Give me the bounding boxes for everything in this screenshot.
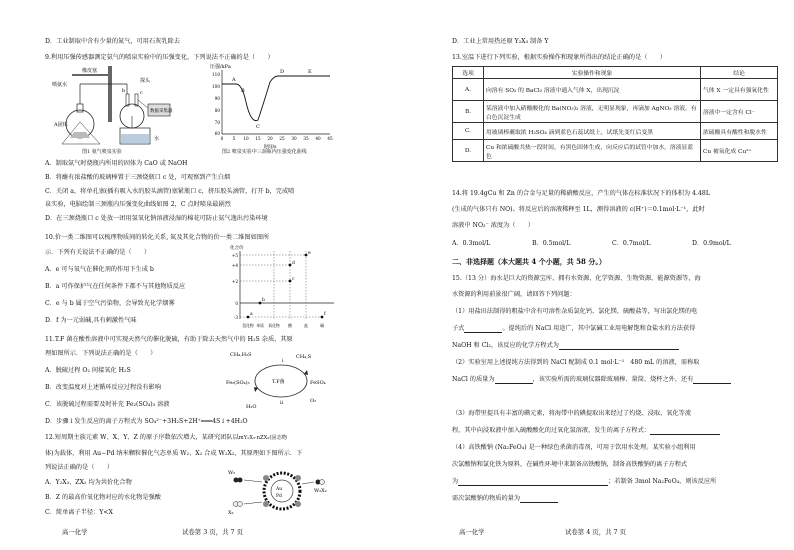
fig2-point-a: A: [232, 77, 236, 83]
q10-point-f: f: [324, 312, 326, 317]
fig1-label-probe: 探头: [140, 78, 151, 84]
q15-part3: （3）海带里提具有丰富的碘元素，将海带中的碘提取出来经过了灼烧、浸取、氧化等流: [452, 410, 692, 417]
q11-label-feso4: FeSO₄: [310, 380, 326, 386]
left-footer-subject: 高一化学: [62, 528, 88, 536]
table-cell: D.: [453, 140, 484, 162]
answer-blank[interactable]: [650, 428, 720, 435]
q15-part1-c: 。提纯后的 NaCl 用途广，其中氯碱工业用电解饱和食盐水的方法获得: [502, 325, 696, 332]
q10-ytick: +2: [231, 279, 238, 284]
q10-option-a: A．e 可与氧气在催化剂的作用下生成 b: [45, 266, 154, 273]
fig2-ytick: 80: [214, 108, 220, 113]
q10-xcat: 单质: [256, 323, 264, 328]
table-header: 实验操作和现象: [484, 67, 701, 79]
table-cell: 气体 X 一定具有强氧化性: [701, 79, 778, 101]
table-row: [453, 79, 778, 101]
q12-stem-cont: 体)为载体，利用 Au−Pd 纳米颗粒催化气态单质 W₂、X₂ 合成 W₂X₂，其原理如下图所示．下: [45, 450, 303, 457]
q9-option-d: D．在三颈烧瓶口 c 处放一团用氢氧化钠溶液浸湿的棉花可防止氨气逸出污染环境: [45, 215, 268, 222]
q15-part1-d: NaOH 和 Cl₂，该反应的化学方程式为: [452, 342, 559, 349]
q14-stem-cont2: 溶液中 NO₃⁻ 浓度为（ ）: [452, 222, 535, 229]
q12-catalyst-figure: [226, 462, 338, 520]
q11-label-products: CH₄,S: [296, 354, 312, 360]
q11-label-tf: T.F菌: [272, 379, 285, 385]
fig2-point-d: D: [280, 69, 285, 75]
q15-part2-b: NaCl 的质量为: [452, 376, 495, 383]
answer-blank[interactable]: [464, 326, 502, 333]
q14-stem-cont: (生成的气体只有 NO)。将反应后的溶液稀释至 1L，测得溶液的 c(H⁺)＝0.1mol·L⁻¹，此时: [452, 206, 705, 213]
q12-label-au: Au: [276, 487, 283, 492]
fig1-label-solid: A固体: [54, 122, 68, 128]
q10-ytick: +4: [231, 263, 238, 268]
q11-label-ii: ii: [280, 400, 284, 406]
q10-option-c: C．e 与 b 属于空气污染物，会导致光化学烟雾: [45, 300, 175, 307]
q15-part2-c: ，该实验所需的玻璃仪器除玻璃棒、量筒、烧杯之外，还有: [532, 376, 694, 383]
q12-label-pd: Pd: [276, 494, 282, 499]
answer-blank[interactable]: [520, 496, 558, 503]
table-cell: 某溶液中加入硝酸酸化的 Ba(NO₃)₂ 溶液，无明显现象，再滴加 AgNO₃ 溶液，有白色沉淀生成: [484, 101, 701, 123]
q15-part2: （2）实验室用上述提纯方法得到的 NaCl 配制成 0.1 mol·L⁻¹ 480 mL 的溶液，需称取: [452, 359, 700, 366]
q10-point-c: c: [292, 277, 295, 282]
fig2-xtick: 10: [243, 136, 249, 141]
fig2-xtick: 30: [291, 136, 297, 141]
q12-formula: mY₂X₃·nZX₂(固态物: [238, 435, 287, 441]
fig2-xlabel: 时间/s: [263, 145, 277, 150]
q13-table: [452, 66, 778, 162]
q15-intro-cont: 水资源的利用前景很广阔，请回答下列问题：: [452, 291, 576, 298]
q12-stem: 12.短周期主族元素 W、X、Y、Z 的原子序数依次增大，某研究团队以: [45, 434, 239, 441]
q10-xcat: 氧化物: [268, 323, 280, 328]
q9-apparatus-figure: [52, 64, 200, 150]
table-cell: Cu 被氧化成 Cu²⁺: [701, 140, 778, 162]
fig1-label-collector: 数据采集器: [150, 109, 173, 114]
fig2-point-b: B: [241, 88, 245, 94]
table-cell: B.: [453, 101, 484, 123]
right-footer-subject: 高一化学: [459, 528, 485, 536]
q10-xcat: 碱: [320, 323, 324, 328]
q11-stem-cont: 理如图所示．下列说法正确的是（ ）: [45, 350, 157, 357]
q10-option-d: D．f 为一元弱碱,具有刺激性气味: [45, 317, 137, 324]
q12-label-w2x2: W₂X₂: [314, 488, 327, 494]
table-header: 结论: [701, 67, 778, 79]
q15-intro: 15.（13 分）海水是巨大的资源宝库，拥有水资源、化学资源、生物资源、能源资源等，海: [452, 275, 701, 282]
fig2-xtick: 40: [315, 136, 321, 141]
answer-blank[interactable]: [559, 343, 679, 350]
q12-option-c: C．简单离子半径：Y<X: [45, 509, 113, 516]
table-cell: Cu 和浓硫酸共热一段时间，有黑色固体生成，向反应后的试管中加水，溶液显蓝色: [484, 140, 701, 162]
q14-stem: 14.将 19.4gCu 和 Zn 的合金与足量的稀硝酸反应，产生的气体在标准状况下的体积为 4.48L: [452, 190, 710, 197]
q10-point-e: e: [308, 251, 311, 256]
fig2-point-c: C: [256, 124, 260, 130]
q14-option-b: B．0.5mol/L: [532, 240, 571, 247]
section-2-title: 二、非选择题（本大题共 4 个小题，共 58 分。）: [452, 257, 606, 266]
right-footer-page: 试卷第 4 页，共 7 页: [565, 528, 626, 536]
fig2-title: 压强/kPa: [210, 64, 231, 70]
fig1-label-stopper: 橡皮塞: [82, 68, 98, 74]
q12-option-a: A．Y₂X₃、ZX₂ 均为共价化合物: [45, 479, 132, 486]
q8-option-d: D．工业制取中含有少量的氮气，可用石灰乳除去: [45, 38, 180, 45]
q11-label-fe2so43: Fe₂(SO₄)₃: [226, 380, 250, 386]
table-cell: 向溶有 SO₂ 的 BaCl₂ 溶液中通入气体 X，出现沉淀: [484, 79, 701, 101]
q10-xcat: 酸: [288, 323, 292, 328]
fig2-xtick: 15: [255, 136, 261, 141]
fig2-xtick: 0: [220, 136, 224, 141]
q11-label-reactants: CH₄,H₂S: [230, 352, 252, 358]
q10-valence-chart: [226, 243, 336, 333]
q12-label-x2: X₂: [228, 510, 234, 516]
q9-option-c-cont: 泉实验，电脑绘制三颈瓶内压强变化曲线如图 2，C 点时喷泉最剧烈: [45, 201, 231, 208]
fig1-label-b: b: [122, 88, 126, 94]
q10-point-a: a: [250, 312, 253, 317]
fig2-xtick: 25: [279, 136, 285, 141]
table-cell: 浓硫酸具有酸性和脱水性: [701, 123, 778, 140]
q15-part4-e: 需次氯酸钠的物质的量为: [452, 495, 521, 502]
q10-stem-cont: 示．下列有关说法不正确的是（ ）: [45, 249, 151, 256]
q11-option-d: D．步骤 i 发生反应的离子方程式为 SO₄²⁻+3H₂S+2H⁺═══4S↓+4H₂O: [45, 418, 248, 425]
q15-part1-b: 子式: [452, 325, 465, 332]
q14-option-d: D．0.9mol/L: [692, 240, 731, 247]
table-cell: A.: [453, 79, 484, 101]
q12-option-b: B．Z 的最高价氧化物对应的水化物是强酸: [45, 494, 161, 501]
q14-option-a: A．0.3mol/L: [452, 240, 491, 247]
q10-ytick: -3: [233, 315, 238, 320]
table-cell: C.: [453, 123, 484, 140]
fig1-label-ammonia: 喷氨水: [52, 82, 68, 88]
fig2-ytick: 110: [212, 72, 220, 77]
q11-stem: 11.T.F 菌在酸性溶液中可实现天然气的催化脱硫，有助于除去天然气中的 H₂S 杂质，其原: [45, 336, 293, 343]
q10-option-b: B．a 可作保护气在任何条件下都不与其他物质反应: [45, 283, 186, 290]
answer-blank[interactable]: [693, 377, 731, 384]
table-cell: 用玻璃棒蘸取浓 H₂SO₄ 滴到蓝色石蕊试纸上，试纸先变红后变黑: [484, 123, 701, 140]
fig2-ytick: 60: [214, 131, 220, 136]
table-row: [453, 123, 778, 140]
q14-option-c: C．0.7mol/L: [612, 240, 651, 247]
fig1-label-water: 水: [154, 136, 160, 142]
q12-option-d: D．工业上常用热还原 Y₂X₃ 制备 Y: [452, 38, 549, 45]
q15-part4-d: ；若制备 3mol Na₂FeO₄，则该反应所: [608, 478, 717, 485]
fig2-ytick: 90: [214, 96, 220, 101]
q11-label-o2: O₂: [310, 398, 317, 404]
q9-stem: 9.利用压强传感器测定氨气的喷泉实验中的压强变化，下列说法不正确的是（ ）: [45, 54, 274, 61]
table-header-row: [453, 67, 778, 79]
q15-part4: （4）高铁酸钠 (Na₂FeO₄) 是一种绿色杀菌消毒剂，可用于饮用水处理。某实验小组利用: [452, 444, 696, 451]
answer-blank[interactable]: [458, 479, 608, 486]
q10-ytick: 0: [235, 301, 238, 306]
q11-cycle-figure: [226, 350, 336, 412]
answer-blank[interactable]: [495, 377, 533, 384]
fig2-point-e: E: [308, 69, 312, 75]
q9-pressure-chart: [206, 62, 334, 150]
fig2-caption: 图2 喷泉实验中三颈瓶内压强变化曲线: [222, 149, 307, 155]
q15-part4-b: 次氯酸钠和氯化铁为原料，在碱性环境中来制备高铁酸钠，制备高铁酸钠的离子方程式: [452, 461, 688, 468]
q11-option-c: C．该脱硫过程需要及时补充 Fe₂(SO₄)₃ 溶液: [45, 401, 170, 408]
q10-ytick: +5: [231, 253, 238, 258]
q10-point-d: d: [292, 261, 295, 266]
q9-option-c: C．关闭 a，将单孔塞(插有吸入水的胶头滴管)塞紧瓶口 c，挤压胶头滴管，打开 b，完成喷: [45, 188, 295, 195]
right-page: [397, 0, 794, 550]
q11-option-a: A．脱硫过程 O₂ 间接氧化 H₂S: [45, 367, 131, 374]
fig2-pressure-curve: [222, 76, 330, 121]
q12-stem-cont2: 列说法正确的是（ ）: [45, 464, 114, 471]
q11-label-h2o: H₂O: [246, 404, 257, 410]
fig2-xtick: 5: [232, 136, 236, 141]
q10-stem: 10.价一类二维图可以梳理物质间的转化关系, 氮及其化合物的价一类二维图如图所: [45, 234, 270, 241]
q15-part1: （1）用盐田法制得的粗盐中含有可溶性杂质氯化钙、氯化镁、硫酸盐等，写出氯化镁的电: [452, 308, 698, 315]
table-header: 选项: [453, 67, 484, 79]
q15-part4-c: 为: [452, 478, 459, 485]
fig1-caption: 图1 氨气喷泉实验: [82, 149, 122, 155]
table-row: [453, 140, 778, 162]
q11-option-b: B．改变温度对上述循环反应过程没有影响: [45, 384, 161, 391]
q10-point-b: b: [262, 298, 265, 303]
q13-stem: 13.室温下进行下列实验，根据实验操作和现象所得出的结论正确的是（ ）: [452, 54, 667, 61]
q9-option-a: A．制取氨气时烧瓶内所用的固体为 CaO 或 NaOH: [45, 160, 188, 167]
fig2-ytick: 100: [212, 84, 220, 89]
q10-ylabel: 化合价: [230, 246, 244, 251]
fig2-xtick: 45: [327, 136, 333, 141]
fig2-xtick: 35: [303, 136, 309, 141]
table-row: [453, 101, 778, 123]
fig2-xtick: 20: [267, 136, 273, 141]
q15-part3-b: 程，其中向浸取液中加入硫酸酸化的过氧化氢溶液，发生的离子方程式：: [452, 427, 650, 434]
q10-xcat: 氢化物: [242, 323, 254, 328]
left-footer-page: 试卷第 3 页，共 7 页: [182, 528, 243, 536]
fig2-ytick: 70: [214, 120, 220, 125]
fig1-label-c: c: [140, 90, 143, 96]
table-cell: 溶液中一定含有 Cl⁻: [701, 101, 778, 123]
q9-option-b: B．将蘸有浓盐酸的玻璃棒置于三颈烧瓶口 c 处，可观察到产生白烟: [45, 174, 231, 181]
q12-label-w2: W₂: [228, 470, 236, 476]
q11-label-i: i: [282, 358, 284, 364]
q10-xcat: 盐: [304, 323, 308, 328]
